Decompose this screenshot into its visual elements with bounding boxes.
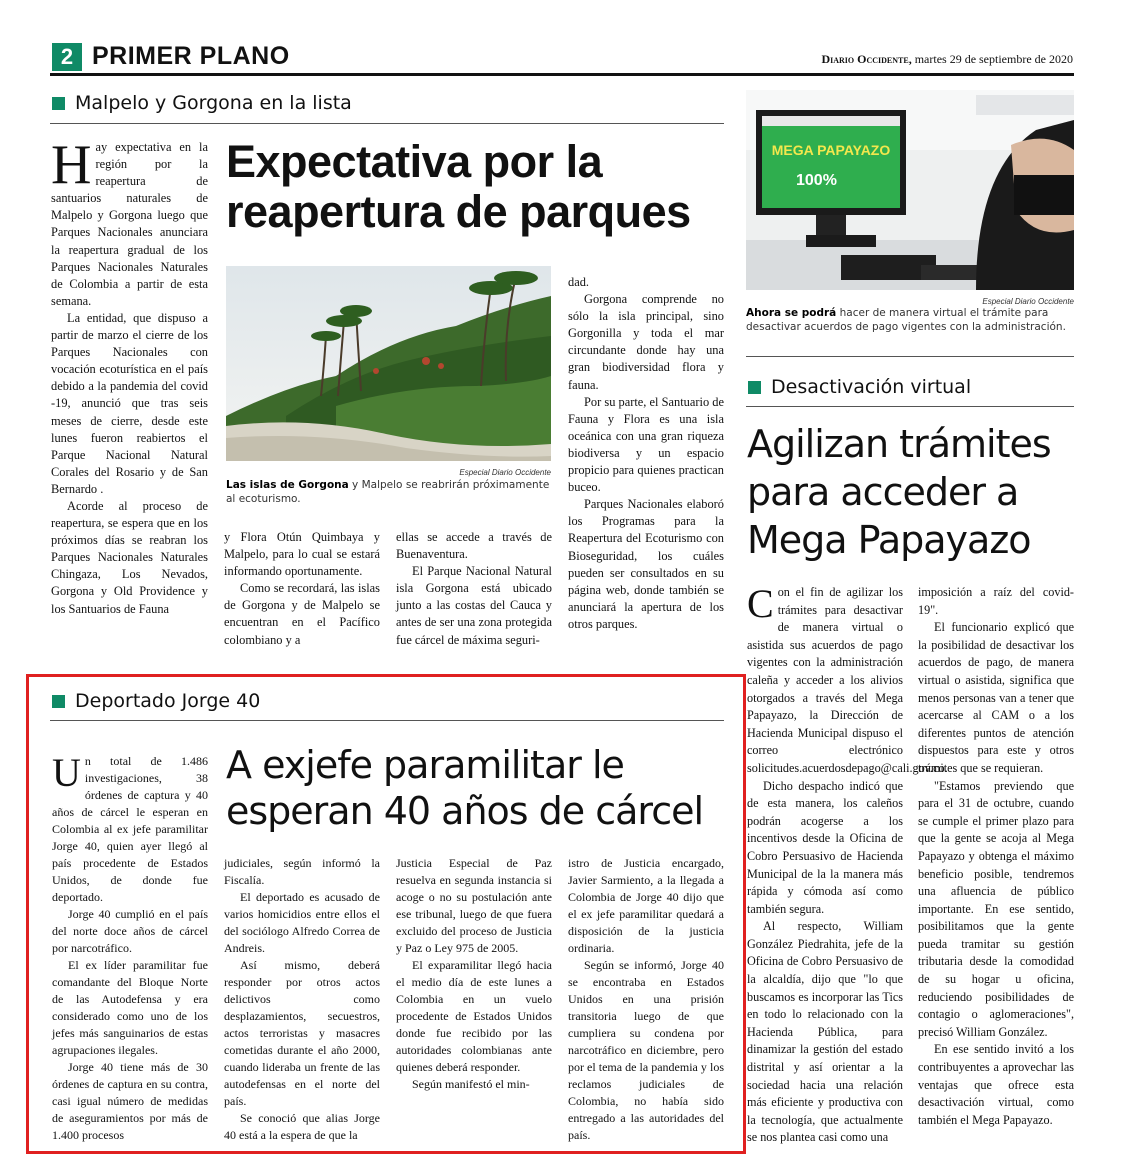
article2-kicker [748,376,971,398]
caption-lead: Las islas de Gorgona [226,479,349,491]
paragraph: El funcionario explicó que la posibilidad de desactivar los acuerdos de pago, de manera virtual o asistida, significa que menos personas van a tener que acercarse al CAM o a los diferentes puntos de atención dispuestos para este y otros trámites que se requieran. [918,620,1074,775]
paragraph: Se conoció que alias Jorge 40 está a la espera de que la [224,1111,380,1142]
paragraph: istro de Justicia encargado, Javier Sarmiento, a la llegada a Colombia de Jorge 40 dijo que el ex jefe paramilitar quedará a disposición de la justicia ordinaria. [568,856,724,955]
article2-col1 [747,581,948,1147]
article1-col3 [396,529,552,649]
article3-kicker-text: Deportado Jorge 40 [75,690,261,712]
paragraph: Como se recordará, las islas de Gorgona y de Malpelo se encuentran en el Pacífico colombiano y a [224,581,380,647]
article2-dropcap: C [747,581,774,626]
page-number: 2 [52,43,82,71]
article3-col1 [52,750,208,1144]
kicker-square-icon [52,97,65,110]
article2-caption-rule [746,356,1074,357]
svg-text:100%: 100% [796,172,837,189]
gorgona-island-photo [226,266,551,461]
screen-banner-text: MEGA PAPAYAZO [771,142,891,158]
office-computer-photo [746,90,1074,290]
paragraph: ellas se accede a través de Buenaventura. [396,530,552,562]
paragraph: imposición a raíz del covid-19". [918,585,1074,617]
kicker-square-icon [748,381,761,394]
paragraph: Jorge 40 cumplió en el país del norte doce años de cárcel por narcotráfico. [52,907,208,955]
article1-kicker-text: Malpelo y Gorgona en la lista [75,92,352,114]
article2-photo-credit: Especial Diario Occidente [982,297,1074,306]
paragraph: dad. [568,275,589,289]
article1-col2 [224,529,380,649]
article1-photo-credit: Especial Diario Occidente [459,468,551,477]
article1-kicker [52,92,352,114]
paragraph: La entidad, que dispuso a partir de marzo el cierre de los Parques Nacionales con vocación ecoturística en el país debido a la pandemia del covid -19, anunció que tras seis meses de cierre, desde este lunes fueron reabiertos el Parque Nacional Natural Corales del Rosario y de San Bernardo . [51,310,208,496]
article3-col4 [568,855,724,1144]
paragraph: "Estamos previendo que para el 31 de octubre, cuando se cumple el primer plazo para que la gente se acoja al Mega Papayazo y obtenga el máximo beneficio posible, tendremos una afluencia de público importante. En ese sentido, posibilitamos que la gente pueda tramitar su gestión tributaria desde la comodidad de su hogar u oficina, reduciendo posibilidades de contagio o aglomeraciones", precisó William González. [918,778,1074,1039]
article1-headline: Expectativa por la reapertura de parques [226,136,691,237]
paragraph: on el fin de agilizar los trámites para desactivar de manera virtual o asistida sus acuerdos de pago vigentes con la administración caleña y acceder a los alivios otorgados a través del Mega Papayazo, la Dirección de Hacienda Municipal dispuso el correo electrónico solicitudes.acuerdosdepago@cali.gov.co. [747,585,948,775]
paragraph: ay expectativa en la región por la reapertura de santuarios naturales de Malpelo y Gorgona luego que Parques Nacionales anunciara la reapertura gradual de los Parques Nacionales Naturales de Colombia a partir de esta semana. [51,140,208,308]
dateline [821,52,1073,67]
paragraph: n total de 1.486 investigaciones, 38 órdenes de captura y 40 años de cárcel le esperan en Colombia al ex jefe paramilitar Jorge 40, quien ayer llegó al país procedente de Estados Unidos, de donde fue deportado. [52,754,208,904]
caption-text: hacer de manera virtual el trámite para desactivar acuerdos de pago vigentes con la administración. [746,307,1066,333]
paragraph: El ex líder paramilitar fue comandante del Bloque Norte de las Autodefensa y era considerado como uno de los jefes más sanguinarios de estas agrupaciones ilegales. [52,958,208,1057]
article3-col3 [396,855,552,1093]
paragraph: Así mismo, deberá responder por otros actos delictivos como desplazamientos, secuestros, actos terroristas y masacres cometidas durante el año 2000, cuando lideraba un frente de las autodefensas en el norte del país. [224,958,380,1108]
paragraph: El exparamilitar llegó hacia el medio día de este lunes a Colombia en un vuelo procedente de Estados Unidos donde fue recibido por las autoridades colombianas ante quienes deberá responder. [396,958,552,1074]
article2-caption [746,306,1074,334]
article1-caption [226,478,551,506]
article2-kicker-text: Desactivación virtual [771,376,972,398]
issue-date: martes 29 de septiembre de 2020 [914,52,1073,66]
article1-col1 [51,134,208,618]
article3-dropcap: U [52,750,81,795]
article2-rule [746,406,1074,407]
paragraph: Dicho despacho indicó que de esta manera, los caleños podrán acogerse a los incentivos desde la Oficina de Cobro Persuasivo de Hacienda Municipal de la la manera más rápida y cómoda así como también segura. [747,778,903,916]
paragraph: Gorgona comprende no sólo la isla principal, sino Gorgonilla y toda el mar circundante donde hay una gran biodiversidad flora y fauna. [568,292,724,392]
paragraph: Justicia Especial de Paz resuelva en segunda instancia si acoge o no su postulación ante ese tribunal, luego de que fuera excluido del proceso de Justicia y Paz o Ley 975 de 2005. [396,856,552,955]
paragraph: El Parque Nacional Natural isla Gorgona está ubicado junto a las costas del Cauca y antes de ser una zona protegida fue cárcel de máxima seguri- [396,564,552,647]
masthead-rule [50,73,1074,76]
article3-kicker [52,690,260,712]
paragraph: El deportado es acusado de varios homicidios entre ellos el del sociólogo Alfredo Correa de Andreis. [224,890,380,955]
paragraph: En ese sentido invitó a los contribuyentes a aprovechar las ventajas que ofrece esta desactivación virtual, como también el Mega Papayazo. [918,1042,1074,1127]
article2-headline: Agilizan trámites para acceder a Mega Papayazo [747,422,1051,562]
article2-col2 [918,584,1074,1129]
paragraph: judiciales, según informó la Fiscalía. [224,856,380,887]
article3-headline: A exjefe paramilitar le esperan 40 años de cárcel [226,743,704,833]
article3-col2 [224,855,380,1144]
paragraph: Al respecto, William González Piedrahita, jefe de la Oficina de Cobro Persuasivo de la alcaldía, dijo que "lo que buscamos es incorporar las Tics en todo lo relacionado con la Hacienda Pública, para dinamizar la gestión del estado distrital y así orientar a la sociedad hacia una relación más eficiente y productiva con la tecnología, que actualmente se nos plantea casi como una [747,919,903,1145]
article1-rule [50,123,724,124]
paragraph: Por su parte, el Santuario de Fauna y Flora es una isla oceánica con una gran riqueza biodiversa y un espacio propicio para quienes practican buceo. [568,394,724,495]
paragraph: Según se informó, Jorge 40 se encontraba en Estados Unidos en una prisión transitoria luego de que cumpliera su condena por narcotráfico en diciembre, pero por el tema de la pandemia y los reclamos judiciales de Colombia, no había sido entregado a las autoridades del país. [568,958,724,1142]
section-title: PRIMER PLANO [92,42,290,70]
paragraph: Parques Nacionales elaboró los Programas para la Reapertura del Ecoturismo con Bioseguridad, los cuáles pueden ser consultados en su página web, donde también se anunciará la apertura de los otros parques. [568,497,724,631]
paragraph: Jorge 40 tiene más de 30 órdenes de captura en su contra, casi igual número de medidas de aseguramientos por más de 1.400 procesos [52,1060,208,1142]
paper-name: Diario Occidente, [821,52,912,66]
article1-dropcap: H [51,134,92,196]
caption-lead: Ahora se podrá [746,307,837,319]
article1-col4 [568,274,724,633]
caption-text: y Malpelo se reabrirán próximamente al ecoturismo. [226,479,550,505]
paragraph: Acorde al proceso de reapertura, se espera que en los próximos días se reabran los Parques Nacionales Naturales Chingaza, Los Nevados, Gorgona y Old Providence y los Santuarios de Fauna [51,498,208,616]
article3-rule [50,720,724,721]
paragraph: Según manifestó el min- [412,1077,530,1091]
kicker-square-icon [52,695,65,708]
paragraph: y Flora Otún Quimbaya y Malpelo, para lo cual se estará informando oportunamente. [224,530,380,579]
